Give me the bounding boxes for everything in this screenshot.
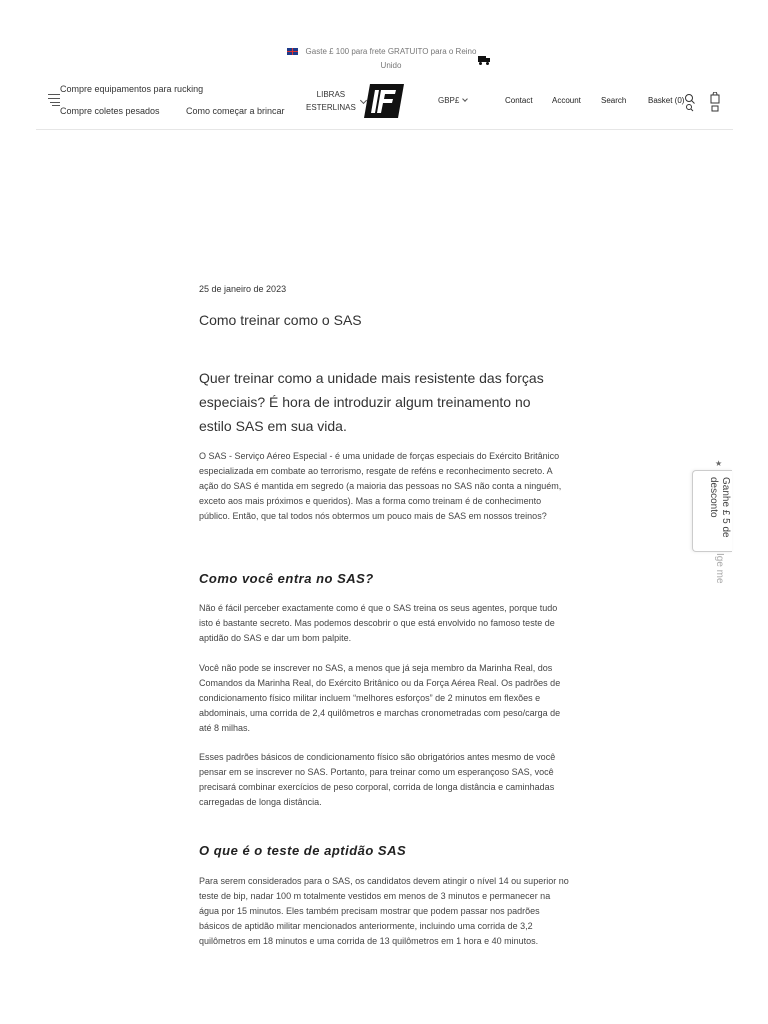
cart-icon[interactable]	[709, 92, 721, 112]
article-title: Como treinar como o SAS	[199, 312, 362, 328]
article-paragraph: Não é fácil perceber exactamente como é que o SAS treina os seus agentes, porque tudo isto é bastante secreto. Mas podemos descobrir o que está envolvido no famoso teste de aptidão do SAS e dar um bom palpite.	[199, 603, 558, 643]
section-heading: O que é o teste de aptidão SAS	[199, 843, 407, 858]
currency-label-line2: ESTERLINAS	[306, 103, 356, 112]
brand-logo[interactable]	[364, 84, 404, 118]
currency-selector-right[interactable]	[438, 96, 467, 105]
site-header	[36, 74, 733, 130]
discount-tab[interactable]	[692, 470, 732, 552]
article-lead: Quer treinar como a unidade mais resistente das forças especiais? É hora de introduzir algum treinamento no estilo SAS em sua vida.	[199, 370, 544, 434]
currency-code: GBP£	[438, 96, 460, 105]
menu-icon[interactable]	[48, 92, 60, 106]
announcement-text: Gaste £ 100 para frete GRATUITO para o Reino Unido	[305, 47, 477, 70]
currency-label-line1: LIBRAS	[316, 90, 346, 99]
article-paragraph: Esses padrões básicos de condicionamento físico são obrigatórios antes mesmo de você pensar em se inscrever no SAS. Portanto, para treinar como um esperançoso SAS, você precisará combinar exercícios de peso corporal, corrida de longa distância e caminhadas carregadas de longa distância.	[199, 752, 556, 807]
contact-link[interactable]: Contact	[505, 96, 533, 105]
search-icon[interactable]	[684, 93, 696, 113]
article-paragraph: O SAS - Serviço Aéreo Especial - é uma unidade de forças especiais do Exército Britânico especializada em combate ao terrorismo, resgate de reféns e reconhecimento secreto. A ação do SAS é mantida em segredo (a maioria das pessoas no SAS não conta a ninguém, exceto aos mais próximos e queridos). Mas a forma como treinam é de conhecimento público. Então, que tal todos nós obtermos um pouco mais de SAS em nossos treinos?	[199, 451, 562, 521]
article-paragraph: Você não pode se inscrever no SAS, a menos que já seja membro da Marinha Real, dos Comandos da Marinha Real, do Exército Britânico ou da Força Aérea Real. Os padrões de condicionamento físico militar incluem “melhores esforços” de 2 minutos em flexões e abdominais, uma corrida de 2,4 quilômetros e marchas cronometradas com peso/carga de até 8 milhas.	[199, 663, 561, 733]
uk-flag-icon	[287, 48, 298, 55]
star-icon: ★	[715, 459, 723, 468]
account-link[interactable]: Account	[552, 96, 581, 105]
nav-link-weighted-vests[interactable]: Compre coletes pesados	[60, 106, 160, 116]
announcement-bar	[0, 45, 768, 73]
article-paragraph: Para serem considerados para o SAS, os candidatos devem atingir o nível 14 ou superior no teste de bip, nadar 100 m totalmente vestidos em menos de 3 minutos e permanecer na água por 15 minutos. Eles também precisam mostrar que podem passar nos padrões básicos de aptidão militar mencionados anteriormente, incluindo uma corrida de 3,2 quilômetros em 18 minutos e uma corrida de 13 quilômetros em 1 hora e 40 minutos.	[199, 876, 569, 946]
article-date: 25 de janeiro de 2023	[199, 284, 287, 294]
discount-tab-faded-label: Ige me	[714, 553, 725, 584]
search-link[interactable]: Search	[601, 96, 627, 105]
chevron-down-icon	[463, 96, 469, 102]
nav-link-getting-started[interactable]: Como começar a brincar	[186, 106, 285, 116]
currency-selector-left[interactable]	[306, 88, 356, 114]
nav-link-rucking-gear[interactable]: Compre equipamentos para rucking	[60, 84, 204, 94]
discount-tab-label: Ganhe £ 5 de desconto	[708, 477, 731, 538]
section-heading: Como você entra no SAS?	[199, 571, 374, 586]
truck-icon	[478, 56, 490, 64]
basket-link[interactable]: Basket (0)	[648, 96, 685, 105]
